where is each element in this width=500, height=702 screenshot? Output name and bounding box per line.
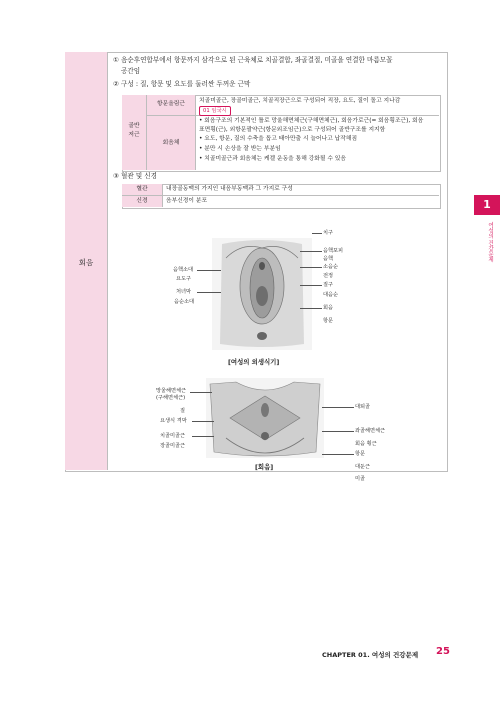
leader-line [300, 251, 322, 252]
fig2-label-l5: 치골미골근 [160, 433, 186, 439]
fig1-label-l1: 음핵소대 [173, 267, 194, 273]
chapter-tab: 1 [474, 195, 500, 215]
fig2-label-l6: 장골미골근 [160, 443, 186, 449]
vessel-label: 혈관 [136, 186, 148, 192]
figure2-caption: [회음] [255, 463, 274, 471]
fig2-label-l4: 요생식 격막 [160, 418, 187, 424]
fig1-label-l3: 처녀막 [176, 289, 192, 295]
fig2-label-r4: 항문 [355, 451, 366, 457]
fig1-label-r6: 질구 [323, 282, 334, 288]
row2-label: 회음체 [162, 140, 180, 146]
row2-line-2: 표면횡(근), 외항문괄약근(항문외조임근)으로 구성되어 골반구조를 지지함 [199, 127, 386, 133]
figure1-caption: [여성의 외생식기] [228, 358, 280, 366]
fig2-label-r1: 대퇴골 [355, 404, 371, 410]
fig2-label-r5: 대둔근 [355, 464, 371, 470]
leader-line [322, 407, 354, 408]
table2-divider [122, 195, 439, 196]
fig2-label-r2: 좌골해면체근 [355, 428, 386, 434]
item-1-line-1: ① 음순후연합부에서 항문까지 삼각으로 된 근육체로 치골결합, 좌골결절, 미골을 연결한 마름모꼴 [113, 56, 393, 64]
fig1-label-r1: 치구 [323, 230, 334, 236]
leader-line [197, 270, 221, 271]
row2-line-4: • 분만 시 손상을 잘 받는 부분임 [199, 146, 281, 152]
leader-line [197, 292, 221, 293]
vessel-text: 내장골동맥의 가지인 내음부동맥과 그 가지로 구성 [166, 186, 293, 192]
fig2-label-l1: 망울해면체근 [156, 388, 187, 394]
row1-text: 치골미골근, 장골미골근, 치골직장근으로 구성되어 직장, 요도, 질이 돌고 지나감 [199, 98, 401, 104]
leader-line [300, 308, 322, 309]
row2-line-3: • 요도, 항문, 질의 수축을 돕고 태아만출 시 늘어나고 납작해짐 [199, 136, 358, 142]
external-genitalia-illustration [212, 238, 312, 350]
fig1-label-r5: 전정 [323, 273, 334, 279]
fig1-label-r3: 음핵 [323, 256, 334, 262]
leader-line [322, 431, 354, 432]
fig1-label-r9: 항문 [323, 318, 334, 324]
fig1-label-r4: 소음순 [323, 264, 339, 270]
fig1-label-l4: 음순소대 [174, 299, 195, 305]
table1-divider [195, 115, 439, 116]
leader-line [312, 233, 322, 234]
fig1-label-r8: 회음 [323, 305, 334, 311]
fig2-label-l2: (구해면체근) [156, 395, 186, 401]
row2-line-1: • 회음구조의 기본적인 틀로 망울해면체근(구해면체근), 회음가로근(= 회음횡조근), 회음 [199, 118, 424, 124]
row2-line-5: • 치골미골근과 회음체는 케겔 운동을 통해 강화될 수 있음 [199, 156, 346, 162]
fig1-label-l2: 요도구 [176, 276, 192, 282]
item-3: ③ 혈관 및 신경 [113, 172, 158, 180]
page-number: 25 [436, 646, 450, 657]
perineum-illustration [206, 378, 324, 458]
leader-line [322, 454, 354, 455]
exam-badge: 01 임국시 [199, 106, 231, 116]
group-label-1: 골반 [128, 123, 140, 129]
fig2-label-r3: 회음 횡근 [355, 441, 377, 447]
fig2-label-r6: 미골 [355, 476, 366, 482]
leader-line [300, 267, 322, 268]
group-label-2: 저근 [128, 132, 140, 138]
nerve-text: 음부신경이 분포 [166, 198, 208, 204]
chapter-tab-label: 여성의 건강문제 [487, 222, 493, 263]
chapter-footer: CHAPTER 01. 여성의 건강문제 [322, 651, 419, 659]
leader-line [190, 392, 212, 393]
fig2-label-l3: 질 [180, 408, 186, 414]
nerve-label: 신경 [136, 198, 148, 204]
row1-label: 항문올림근 [157, 101, 185, 107]
item-1-line-2: 공간임 [121, 67, 141, 75]
leader-line [192, 421, 214, 422]
leader-line [192, 436, 214, 437]
fig1-label-r2: 음핵포피 [323, 248, 344, 254]
fig1-label-r7: 대음순 [323, 292, 339, 298]
row-term: 회음 [78, 258, 94, 267]
item-2: ② 구성 : 질, 항문 및 요도를 둘러싼 두꺼운 근막 [113, 80, 251, 88]
leader-line [300, 285, 322, 286]
